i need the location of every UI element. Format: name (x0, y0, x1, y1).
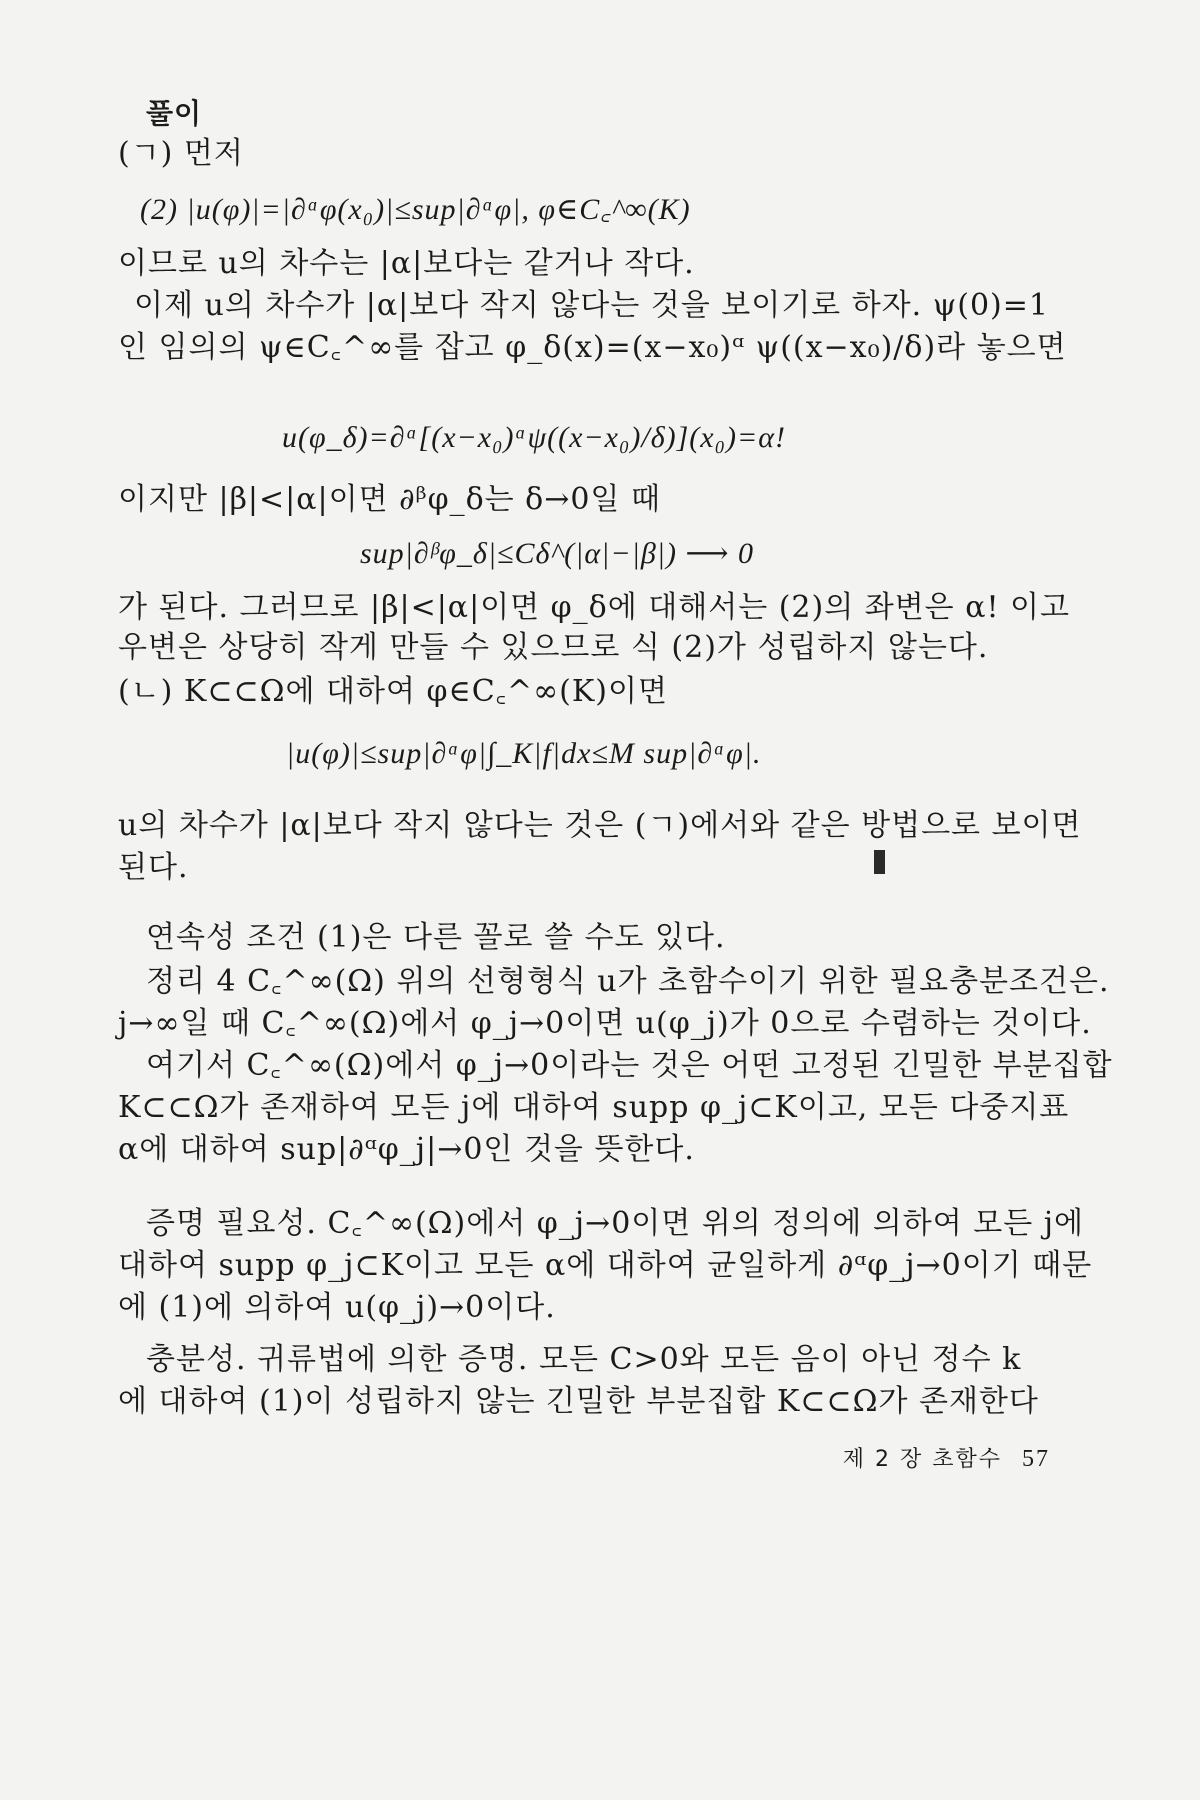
text-line: 연속성 조건 (1)은 다른 꼴로 쓸 수도 있다. (146, 920, 726, 955)
text-line: 여기서 C꜀^∞(Ω)에서 φ_j→0이라는 것은 어떤 고정된 긴밀한 부분집합 (146, 1048, 1113, 1083)
text-line: 대하여 supp φ_j⊂K이고 모든 α에 대하여 균일하게 ∂ᵅφ_j→0이기 때문 (118, 1248, 1093, 1283)
display-equation: u(φ_δ)=∂ᵅ[(x−x₀)ᵅψ((x−x₀)/δ)](x₀)=α! (282, 421, 787, 454)
text-line: 우변은 상당히 작게 만들 수 있으므로 식 (2)가 성립하지 않는다. (118, 630, 989, 665)
text-line: 이제 u의 차수가 |α|보다 작지 않다는 것을 보이기로 하자. ψ(0)=1 (134, 288, 1049, 323)
display-equation: sup|∂ᵝφ_δ|≤Cδ^(|α|−|β|) ⟶ 0 (360, 537, 755, 570)
qed-mark (874, 850, 885, 874)
solution-heading: 풀이 (146, 97, 203, 130)
page-footer (843, 1442, 1050, 1473)
text-line: K⊂⊂Ω가 존재하여 모든 j에 대하여 supp φ_j⊂K이고, 모든 다중지표 (118, 1090, 1070, 1125)
text-line: 충분성. 귀류법에 의한 증명. 모든 C>0와 모든 음이 아닌 정수 k (146, 1342, 1022, 1377)
text-line: (ㄱ) 먼저 (118, 136, 244, 171)
display-equation: |u(φ)|≤sup|∂ᵅφ|∫_K|f|dx≤M sup|∂ᵅφ|. (286, 737, 762, 770)
text-line: 된다. (118, 850, 189, 885)
text-line: 에 (1)에 의하여 u(φ_j)→0이다. (118, 1290, 556, 1325)
theorem-4: 정리 4 C꜀^∞(Ω) 위의 선형형식 u가 초함수이기 위한 필요충분조건은. (146, 964, 1110, 999)
text-line: α에 대하여 sup|∂ᵅφ_j|→0인 것을 뜻한다. (118, 1132, 695, 1167)
proof-start: 증명 필요성. C꜀^∞(Ω)에서 φ_j→0이면 위의 정의에 의하여 모든 j에 (146, 1206, 1084, 1241)
text-line: u의 차수가 |α|보다 작지 않다는 것은 (ㄱ)에서와 같은 방법으로 보이면 (118, 808, 1082, 843)
text-line: 이므로 u의 차수는 |α|보다는 같거나 작다. (118, 246, 695, 281)
text-line: 가 된다. 그러므로 |β|<|α|이면 φ_δ에 대해서는 (2)의 좌변은 α! 이고 (118, 590, 1071, 625)
equation-2: (2) |u(φ)|=|∂ᵅφ(x₀)|≤sup|∂ᵅφ|, φ∈C꜀^∞(K) (140, 193, 691, 226)
text-line: (ㄴ) K⊂⊂Ω에 대하여 φ∈C꜀^∞(K)이면 (118, 674, 668, 709)
text-line: 에 대하여 (1)이 성립하지 않는 긴밀한 부분집합 K⊂⊂Ω가 존재한다 (118, 1384, 1039, 1419)
text-line: j→∞일 때 C꜀^∞(Ω)에서 φ_j→0이면 u(φ_j)가 0으로 수렴하는 것이다. (118, 1006, 1092, 1041)
chapter-label: 제 2 장 초함수 (842, 1447, 1002, 1472)
text-line: 인 임의의 ψ∈C꜀^∞를 잡고 φ_δ(x)=(x−x₀)ᵅ ψ((x−x₀)/δ)라 놓으면 (118, 330, 1067, 365)
page-number: 57 (1022, 1446, 1050, 1472)
text-line: 이지만 |β|<|α|이면 ∂ᵝφ_δ는 δ→0일 때 (118, 482, 661, 517)
